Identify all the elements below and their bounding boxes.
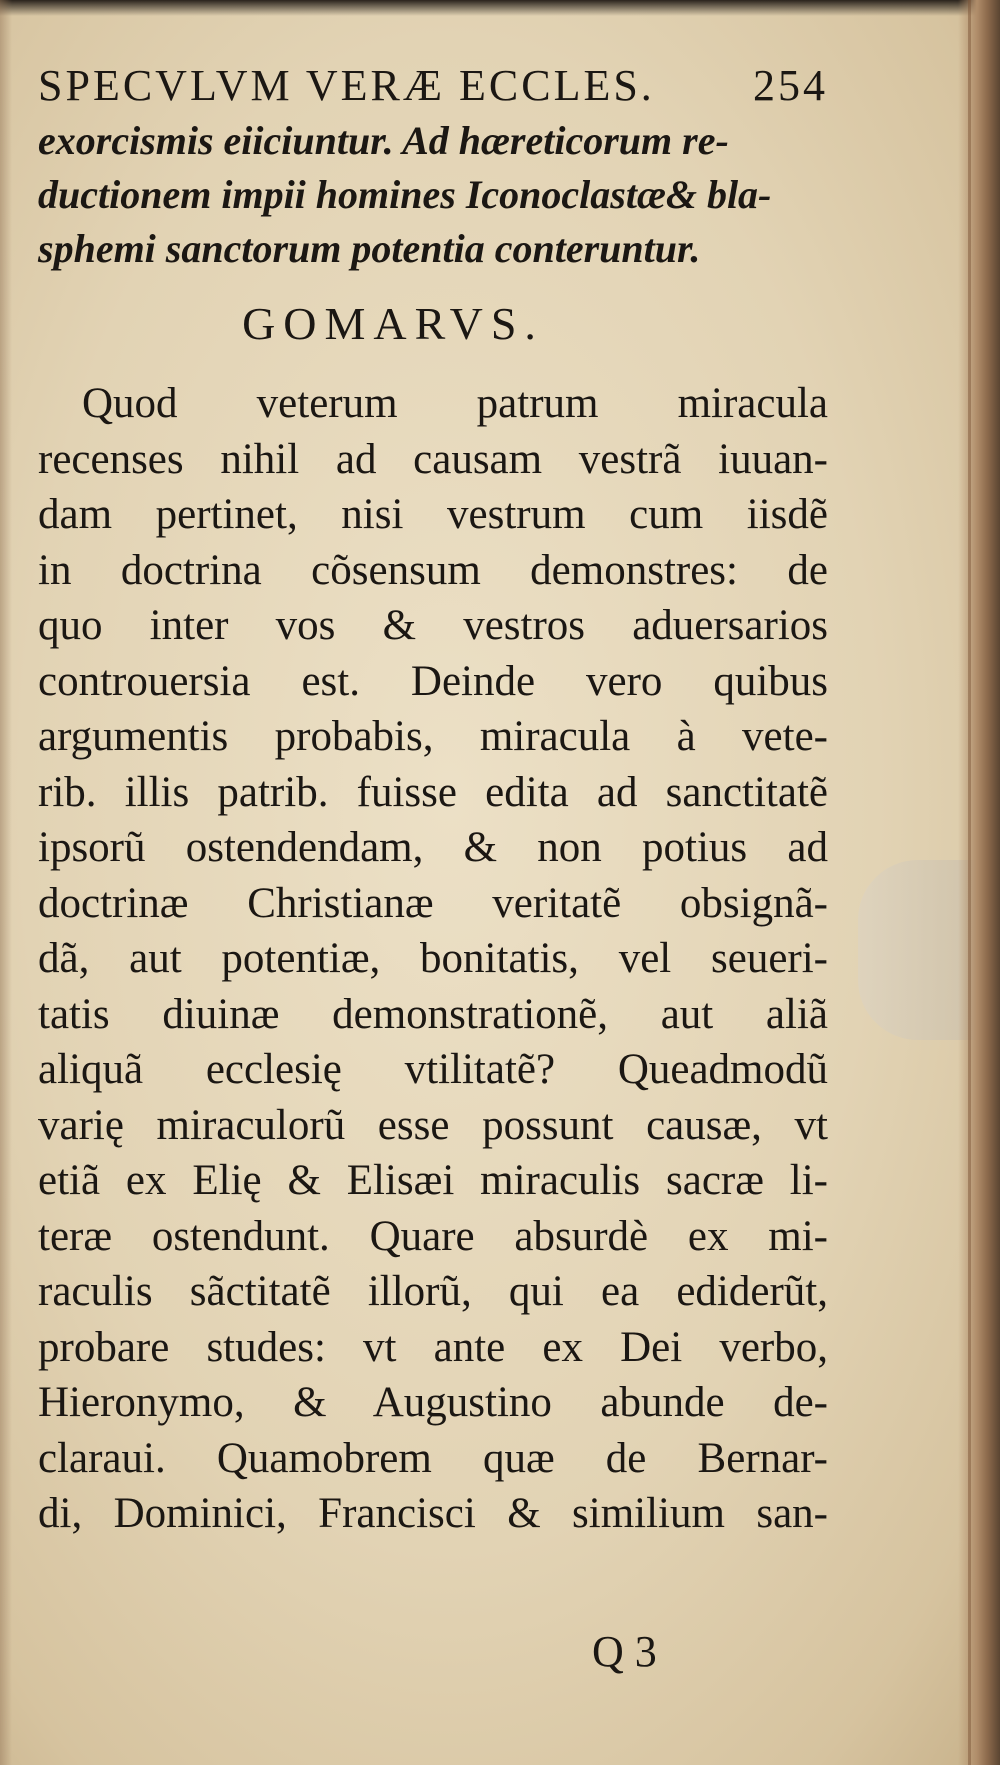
body-line: dã, aut potentiæ, bonitatis, vel seueri- <box>38 935 828 982</box>
page-gutter-shadow <box>0 0 12 1765</box>
body-line: aliquã ecclesię vtilitatẽ? Queadmodũ <box>38 1046 828 1093</box>
italic-line: sphemi sanctorum potentia conteruntur. <box>38 226 701 271</box>
signature-mark: Q 3 <box>592 1627 657 1676</box>
section-heading: GOMARVS. <box>242 298 544 349</box>
page-number: 254 <box>753 61 828 110</box>
body-line: raculis sãctitatẽ illorũ, qui ea ediderũt, <box>38 1268 828 1315</box>
body-line: doctrinæ Christianæ veritatẽ obsignã- <box>38 879 828 927</box>
body-line: varię miraculorũ esse possunt causæ, vt <box>38 1101 828 1149</box>
body-line: argumentis probabis, miracula à vete- <box>38 713 828 760</box>
italic-line: ductionem impii homines Iconoclastæ& bla- <box>38 172 772 217</box>
body-line: dam pertinet, nisi vestrum cum iisdẽ <box>38 491 828 538</box>
body-line: etiã ex Elię & Elisæi miraculis sacræ li- <box>38 1157 828 1204</box>
body-line: ipsorũ ostendendam, & non potius ad <box>38 824 828 871</box>
body-line: recenses nihil ad causam vestrã iuuan- <box>38 435 828 483</box>
running-head-title: SPECVLVM VERÆ ECCLES. <box>38 61 655 110</box>
body-line: probare studes: vt ante ex Dei verbo, <box>38 1323 828 1371</box>
body-line: Hieronymo, & Augustino abunde de- <box>38 1379 828 1426</box>
page-text-block <box>38 58 828 1542</box>
body-line: di, Dominici, Francisci & similium san- <box>38 1490 828 1537</box>
italic-line: exorcismis eiiciuntur. Ad hæreticorum re- <box>38 118 729 163</box>
italic-paragraph <box>38 114 828 276</box>
body-line: Quod veterum patrum miracula <box>82 380 828 427</box>
body-line: quo inter vos & vestros aduersarios <box>38 602 828 649</box>
body-paragraph <box>38 376 828 1542</box>
body-line: rib. illis patrib. fuisse edita ad sanctitatẽ <box>38 768 828 816</box>
body-line: claraui. Quamobrem quæ de Bernar- <box>38 1434 828 1482</box>
running-head <box>38 58 828 114</box>
page-fore-edge <box>958 0 1000 1765</box>
page-fold-line <box>968 0 971 1765</box>
body-line: tatis diuinæ demonstrationẽ, aut aliã <box>38 990 828 1038</box>
page-top-edge <box>0 0 1000 16</box>
body-line: controuersia est. Deinde vero quibus <box>38 657 828 705</box>
body-line: in doctrina cõsensum demonstres: de <box>38 546 828 594</box>
body-line: teræ ostendunt. Quare absurdè ex mi- <box>38 1212 828 1260</box>
